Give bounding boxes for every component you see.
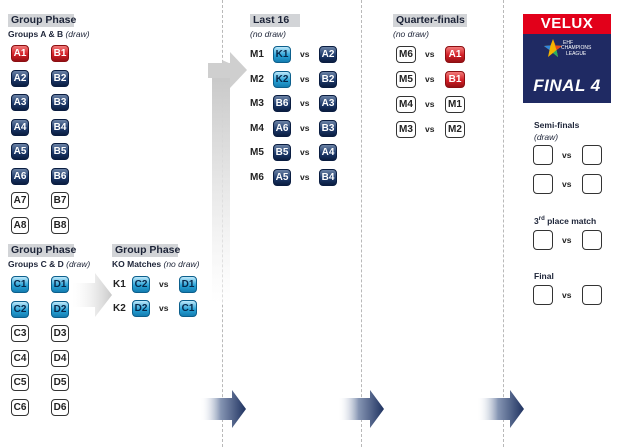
third-place-title-text: place match [544, 216, 597, 226]
ko-vs: vs [159, 279, 169, 289]
ko-vs: vs [159, 303, 169, 313]
team-slot-b8: B8 [51, 217, 69, 234]
last16-vs: vs [300, 73, 310, 84]
last16-away-slot: B2 [319, 71, 337, 88]
arrow-bottom-3 [477, 390, 524, 428]
team-slot-d6: D6 [51, 399, 69, 416]
team-slot-d1: D1 [51, 276, 69, 293]
last16-vs: vs [300, 98, 310, 108]
ko-away-slot: C1 [179, 300, 197, 317]
last16-match-id: M4 [250, 122, 264, 134]
qf-home-slot: M4 [396, 96, 416, 113]
ko-subtitle-text: KO Matches [112, 259, 162, 269]
team-slot-b3: B3 [51, 94, 69, 111]
group-cd-subtitle [8, 259, 90, 269]
ko-home-slot: D2 [132, 300, 150, 317]
qf-vs: vs [425, 124, 435, 134]
qf-away-slot: M2 [445, 121, 465, 138]
ko-away-slot: D1 [179, 276, 197, 293]
qf-vs: vs [425, 74, 435, 84]
last16-away-slot: A2 [319, 46, 337, 63]
last16-title: Last 16 [250, 14, 300, 27]
team-slot-c6: C6 [11, 399, 29, 416]
last16-home-slot: K1 [273, 46, 291, 63]
team-slot-d3: D3 [51, 325, 69, 342]
semis-title: Semi-finals [534, 120, 580, 130]
team-slot-b6: B6 [51, 168, 69, 185]
semi2-home-slot [533, 174, 553, 194]
logo-event: FINAL 4 [533, 76, 601, 95]
final-title: Final [534, 271, 554, 281]
ko-subtitle-note: (no draw) [163, 259, 200, 269]
last16-home-slot: K2 [273, 71, 291, 88]
logo-brand: VELUX [523, 14, 611, 34]
last16-home-slot: B5 [273, 144, 291, 161]
team-slot-a2: A2 [11, 70, 29, 87]
qf-home-slot: M6 [396, 46, 416, 63]
last16-home-slot: A6 [273, 120, 291, 137]
third-home-slot [533, 230, 553, 250]
group-ab-subtitle-text: Groups A & B [8, 29, 64, 39]
last16-note: (no draw) [250, 29, 286, 39]
last16-match-id: M5 [250, 147, 264, 158]
ko-title: Group Phase [112, 244, 178, 257]
third-vs: vs [562, 235, 572, 245]
group-ab-title: Group Phase [8, 14, 74, 27]
third-place-title-sup: rd [538, 216, 545, 223]
ko-match-id: K1 [113, 279, 126, 290]
team-slot-a7: A7 [11, 192, 29, 209]
group-cd-subtitle-text: Groups C & D [8, 259, 64, 269]
last16-match-id: M2 [250, 73, 264, 85]
last16-away-slot: B4 [319, 169, 337, 186]
ko-match-id: K2 [113, 303, 126, 314]
semis-note: (draw) [534, 132, 559, 142]
team-slot-a5: A5 [11, 143, 29, 160]
team-slot-c5: C5 [11, 374, 29, 391]
team-slot-c4: C4 [11, 350, 29, 367]
team-slot-a6: A6 [11, 168, 29, 185]
team-slot-a1: A1 [11, 45, 29, 62]
last16-vs: vs [300, 122, 310, 133]
last16-vs: vs [300, 147, 310, 157]
team-slot-d2: D2 [51, 301, 69, 318]
last16-away-slot: A4 [319, 144, 337, 161]
semi2-vs: vs [562, 179, 572, 189]
last16-match-id: M1 [250, 49, 264, 60]
final-home-slot [533, 285, 553, 305]
last16-vs: vs [300, 171, 310, 182]
team-slot-b2: B2 [51, 70, 69, 87]
logo-league: CHAMPIONS LEAGUE [561, 45, 592, 57]
last16-match-id: M3 [250, 98, 264, 109]
arrow-cd-to-ko [72, 273, 112, 317]
semi1-away-slot [582, 145, 602, 165]
group-cd-subtitle-note: (draw) [66, 259, 91, 269]
team-slot-b7: B7 [51, 192, 69, 209]
third-place-title-num: 3 [534, 216, 539, 226]
semi1-vs: vs [562, 150, 572, 160]
qf-home-slot: M5 [396, 71, 416, 88]
ko-home-slot: C2 [132, 276, 150, 293]
team-slot-c3: C3 [11, 325, 29, 342]
qf-vs: vs [425, 49, 435, 59]
group-cd-title: Group Phase [8, 244, 74, 257]
final-away-slot [582, 285, 602, 305]
last16-match-id: M6 [250, 171, 264, 183]
ko-subtitle [112, 259, 199, 269]
final-vs: vs [562, 290, 572, 300]
third-away-slot [582, 230, 602, 250]
semi1-home-slot [533, 145, 553, 165]
team-slot-a3: A3 [11, 94, 29, 111]
group-ab-subtitle [8, 29, 90, 39]
semi2-away-slot [582, 174, 602, 194]
last16-home-slot: A5 [273, 169, 291, 186]
last16-vs: vs [300, 49, 310, 59]
third-place-title [534, 216, 596, 226]
team-slot-a8: A8 [11, 217, 29, 234]
team-slot-d5: D5 [51, 374, 69, 391]
logo-ehf: EHF [563, 40, 573, 46]
group-ab-subtitle-note: (draw) [65, 29, 90, 39]
qf-away-slot: A1 [445, 46, 465, 63]
last16-home-slot: B6 [273, 95, 291, 112]
qf-home-slot: M3 [396, 121, 416, 138]
qf-away-slot: B1 [445, 71, 465, 88]
last16-away-slot: B3 [319, 120, 337, 137]
team-slot-b4: B4 [51, 119, 69, 136]
team-slot-d4: D4 [51, 350, 69, 367]
qf-away-slot: M1 [445, 96, 465, 113]
team-slot-c2: C2 [11, 301, 29, 318]
arrow-bottom-1 [200, 390, 246, 428]
team-slot-c1: C1 [11, 276, 29, 293]
qf-title: Quarter-finals [393, 14, 467, 27]
qf-note: (no draw) [393, 29, 429, 39]
team-slot-b1: B1 [51, 45, 69, 62]
arrow-bottom-2 [338, 390, 384, 428]
last16-away-slot: A3 [319, 95, 337, 112]
team-slot-a4: A4 [11, 119, 29, 136]
qf-vs: vs [425, 99, 435, 109]
team-slot-b5: B5 [51, 143, 69, 160]
velux-final4-logo [523, 14, 611, 103]
